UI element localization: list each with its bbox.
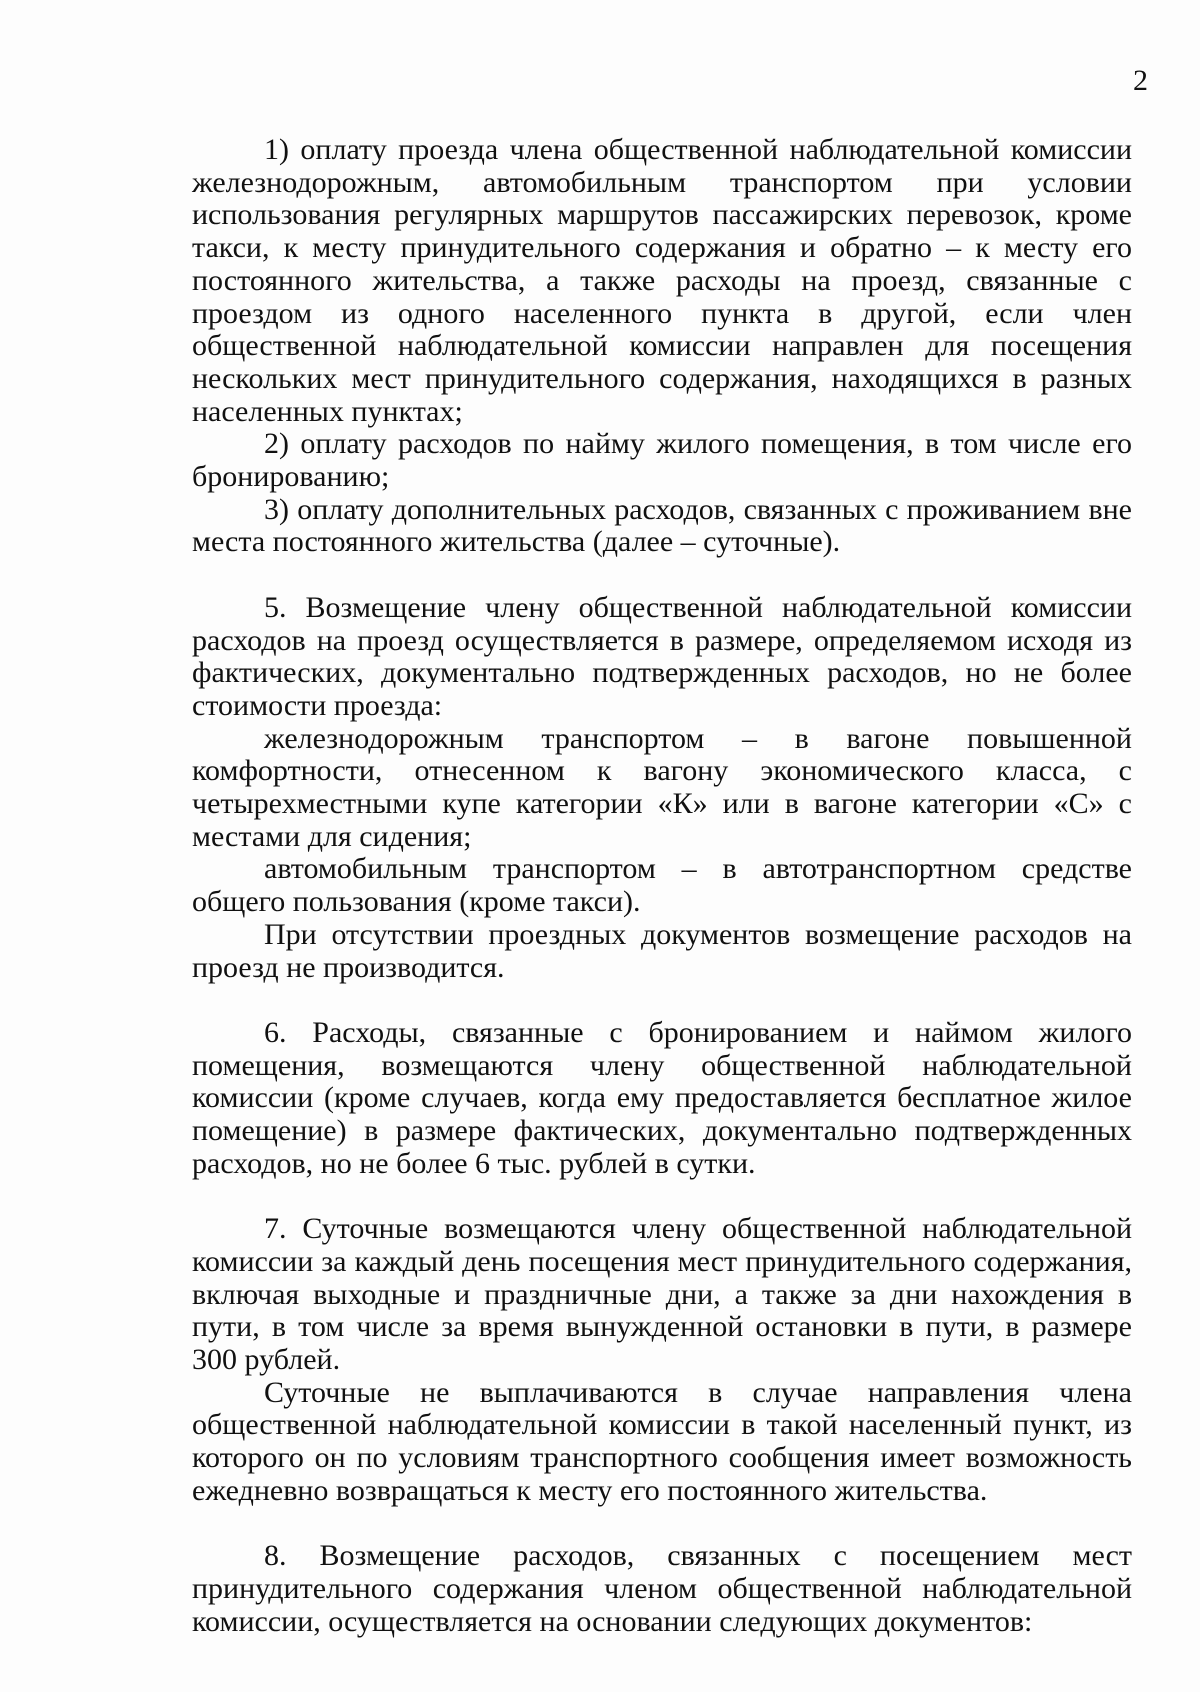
paragraph-item-1: 1) оплату проезда члена общественной наблюдательной комиссии железнодорожным, автомобильным транспортом при условии использования регулярных маршрутов пассажирских перевозок, кроме такси, к месту принудительного содержания и обратно – к месту его постоянного жительства, а также расходы на проезд, связанные с проездом из одного населенного пункта в другой, если член общественной наблюдательной комиссии направлен для посещения нескольких мест принудительного содержания, находящихся в разных населенных пунктах; xyxy=(192,133,1132,428)
paragraph-section-8: 8. Возмещение расходов, связанных с посещением мест принудительного содержания членом общественной наблюдательной комиссии, осуществляется на основании следующих документов: xyxy=(192,1539,1132,1638)
paragraph-section-7: 7. Суточные возмещаются члену общественной наблюдательной комиссии за каждый день посещения мест принудительного содержания, включая выходные и праздничные дни, а также за дни нахождения в пути, в том числе за время вынужденной остановки в пути, в размере 300 рублей. xyxy=(192,1212,1132,1376)
paragraph-per-diem-exception: Суточные не выплачиваются в случае направления члена общественной наблюдательной комиссии в такой населенный пункт, из которого он по условиям транспортного сообщения имеет возможность ежедневно возвращаться к месту его постоянного жительства. xyxy=(192,1375,1132,1507)
paragraph-road-transport: автомобильным транспортом – в автотранспортном средстве общего пользования (кроме такси). xyxy=(192,852,1132,919)
document-body xyxy=(192,134,1132,1638)
paragraph-no-documents: При отсутствии проездных документов возмещение расходов на проезд не производится. xyxy=(192,917,1132,984)
page-number: 2 xyxy=(1133,64,1148,97)
paragraph-item-3: 3) оплату дополнительных расходов, связанных с проживанием вне места постоянного жительства (далее – суточные). xyxy=(192,492,1132,559)
paragraph-rail-transport: железнодорожным транспортом – в вагоне повышенной комфортности, отнесенном к вагону экономического класса, с четырехместными купе категории «К» или в вагоне категории «С» с местами для сидения; xyxy=(192,721,1132,853)
paragraph-item-2: 2) оплату расходов по найму жилого помещения, в том числе его бронированию; xyxy=(192,427,1132,494)
paragraph-section-5: 5. Возмещение члену общественной наблюдательной комиссии расходов на проезд осуществляется в размере, определяемом исходя из фактических, документально подтвержденных расходов, но не более стоимости проезда: xyxy=(192,590,1132,722)
paragraph-section-6: 6. Расходы, связанные с бронированием и наймом жилого помещения, возмещаются члену общественной наблюдательной комиссии (кроме случаев, когда ему предоставляется бесплатное жилое помещение) в размере фактических, документально подтвержденных расходов, но не более 6 тыс. рублей в сутки. xyxy=(192,1015,1132,1180)
